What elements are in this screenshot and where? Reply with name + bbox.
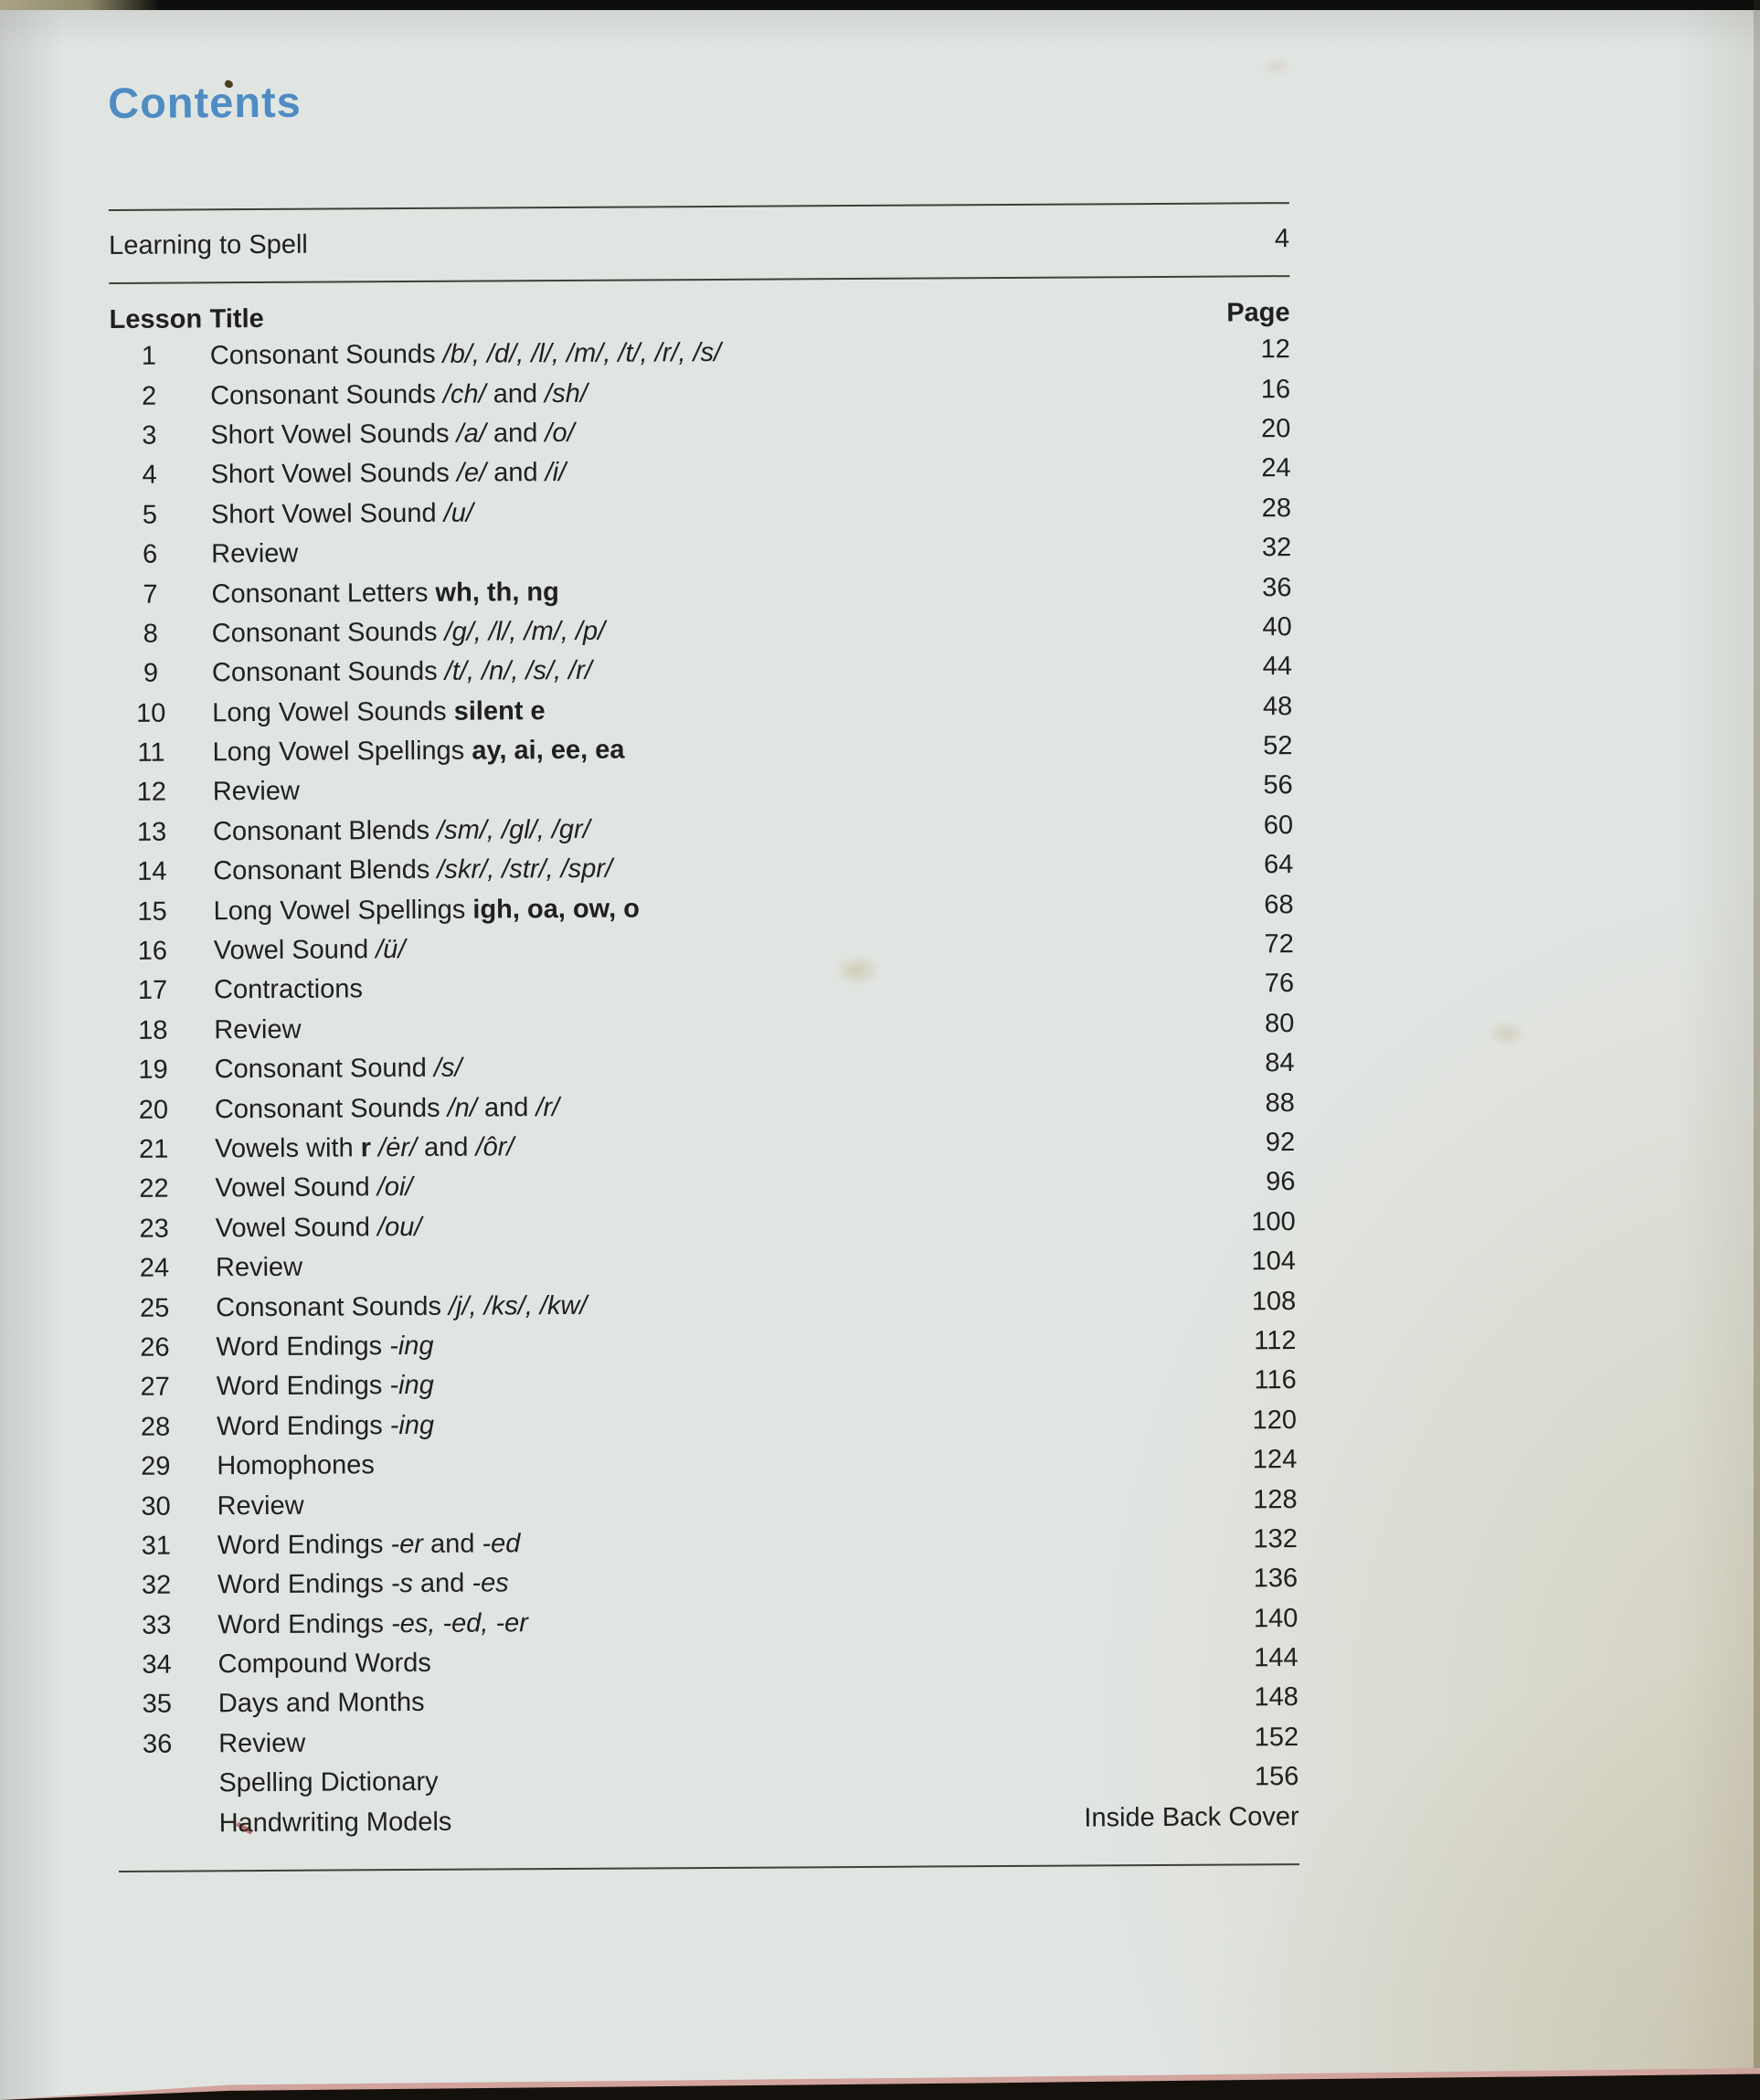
lesson-title: Long Vowel Spellings igh, oa, ow, o [213, 894, 641, 926]
scan-top-corner [0, 0, 160, 10]
lesson-number: 15 [137, 896, 167, 927]
lesson-number: 5 [142, 500, 158, 530]
page-number: 40 [1262, 612, 1292, 642]
page-number: 156 [1254, 1762, 1299, 1792]
contents-page [108, 69, 1299, 1872]
lesson-title: Consonant Sounds /j/, /ks/, /kw/ [216, 1290, 588, 1322]
page-number: 100 [1251, 1206, 1296, 1237]
lesson-number: 14 [137, 856, 167, 887]
page-number: 44 [1262, 652, 1293, 682]
lesson-title: Long Vowel Sounds silent e [212, 695, 546, 728]
page-number: 48 [1262, 691, 1293, 721]
lesson-title: Consonant Sounds /t/, /n/, /s/, /r/ [211, 656, 592, 688]
page-number: 124 [1252, 1445, 1298, 1475]
page-number: 56 [1263, 770, 1293, 801]
lesson-number: 35 [142, 1690, 173, 1720]
page-number: Inside Back Cover [1084, 1801, 1299, 1833]
intro-page-number: 4 [1274, 224, 1290, 254]
page-number: 108 [1251, 1286, 1297, 1316]
page-number: 32 [1261, 533, 1292, 563]
lesson-number: 24 [139, 1253, 170, 1283]
lesson-title: Review [215, 1252, 303, 1283]
lesson-number: 28 [140, 1412, 171, 1442]
page-number: 116 [1254, 1365, 1297, 1395]
lesson-number: 34 [142, 1649, 172, 1680]
page-number: 88 [1265, 1087, 1295, 1118]
column-header-lesson: Lesson [109, 304, 203, 334]
lesson-title: Handwriting Models [218, 1807, 452, 1838]
lesson-title: Homophones [217, 1450, 375, 1481]
lesson-title: Review [214, 1014, 302, 1045]
column-header-page: Page [1226, 298, 1290, 328]
page-number: 52 [1263, 731, 1293, 761]
lesson-number: 21 [138, 1134, 169, 1164]
lesson-title: Vowel Sound /ou/ [215, 1212, 422, 1244]
lesson-title: Contractions [214, 974, 364, 1005]
lesson-number: 31 [141, 1531, 172, 1561]
page-number: 144 [1254, 1643, 1299, 1673]
page-number: 24 [1261, 453, 1291, 483]
lesson-title: Consonant Sounds /ch/ and /sh/ [210, 378, 588, 410]
lesson-title: Long Vowel Spellings ay, ai, ee, ea [212, 735, 625, 768]
lesson-title: Consonant Blends /skr/, /str/, /spr/ [213, 854, 613, 886]
page-number: 64 [1263, 850, 1294, 880]
page-number: 72 [1264, 929, 1294, 960]
lesson-number: 23 [139, 1214, 169, 1244]
page-number: 84 [1265, 1048, 1295, 1078]
page-number: 36 [1262, 572, 1292, 602]
lesson-title: Consonant Letters wh, th, ng [211, 577, 559, 609]
lesson-number: 7 [143, 579, 158, 610]
page-number: 152 [1254, 1722, 1299, 1753]
lesson-title: Review [211, 538, 299, 569]
lesson-number [119, 1823, 219, 1824]
toc-rows [110, 330, 1299, 1844]
lesson-number: 8 [143, 619, 158, 649]
lesson-title: Consonant Blends /sm/, /gl/, /gr/ [212, 814, 590, 847]
lesson-number: 17 [137, 976, 168, 1006]
lesson-title: Short Vowel Sounds /a/ and /o/ [210, 418, 575, 451]
lesson-number: 1 [141, 341, 157, 371]
lesson-title: Word Endings -s and -es [217, 1568, 509, 1600]
page-number: 140 [1253, 1603, 1299, 1634]
lesson-number: 10 [136, 698, 166, 728]
table-header-row [110, 297, 1290, 335]
lesson-number: 26 [140, 1332, 170, 1363]
lesson-title: Consonant Sounds /n/ and /r/ [214, 1092, 560, 1124]
lesson-number: 22 [139, 1174, 169, 1204]
page-number: 120 [1252, 1405, 1298, 1436]
lesson-number: 2 [141, 381, 157, 411]
divider-header [109, 275, 1289, 284]
paper-stain [1488, 1020, 1526, 1047]
page-number: 128 [1253, 1484, 1298, 1514]
column-header-title: Title [209, 303, 264, 334]
lesson-title: Word Endings -er and -ed [217, 1529, 521, 1561]
lesson-number: 29 [141, 1451, 171, 1481]
lesson-title: Consonant Sound /s/ [214, 1053, 462, 1085]
toc-row [119, 1798, 1299, 1844]
lesson-number: 20 [138, 1095, 169, 1125]
page-number: 80 [1264, 1008, 1295, 1039]
page-number: 12 [1260, 334, 1290, 365]
scan-right-edge [1754, 0, 1760, 2100]
divider-top [109, 202, 1289, 211]
page-number: 148 [1254, 1682, 1299, 1713]
lesson-number [118, 1784, 218, 1785]
page-number: 76 [1264, 969, 1295, 999]
lesson-number: 6 [143, 539, 158, 569]
lesson-number: 4 [142, 461, 157, 491]
page-number: 132 [1253, 1523, 1298, 1554]
lesson-number: 12 [136, 778, 167, 808]
page-number: 104 [1251, 1246, 1297, 1277]
lesson-title: Word Endings -ing [216, 1331, 434, 1363]
lesson-number: 25 [139, 1293, 170, 1323]
page-number: 20 [1261, 414, 1291, 444]
page-number: 16 [1260, 374, 1291, 404]
page-number: 96 [1266, 1167, 1296, 1197]
lesson-title: Short Vowel Sounds /e/ and /i/ [210, 458, 567, 490]
intro-label: Learning to Spell [109, 229, 308, 260]
lesson-title: Word Endings -ing [216, 1371, 434, 1402]
lesson-title: Days and Months [217, 1688, 425, 1719]
lesson-title: Vowel Sound /oi/ [215, 1172, 413, 1204]
page-number: 92 [1265, 1128, 1296, 1158]
lesson-number: 36 [142, 1729, 173, 1759]
lesson-title: Spelling Dictionary [218, 1767, 439, 1798]
lesson-number: 18 [138, 1015, 168, 1045]
lesson-title: Consonant Sounds /b/, /d/, /l/, /m/, /t/, /r/, /s/ [209, 338, 722, 371]
lesson-number: 16 [137, 936, 168, 966]
lesson-title: Vowels with r /ėr/ and /ôr/ [215, 1132, 514, 1164]
lesson-number: 19 [138, 1055, 168, 1086]
lesson-title: Consonant Sounds /g/, /l/, /m/, /p/ [211, 616, 606, 649]
page-number: 68 [1264, 889, 1294, 919]
lesson-title: Word Endings -ing [216, 1410, 435, 1442]
lesson-number: 11 [137, 737, 165, 768]
lesson-number: 30 [141, 1491, 171, 1522]
page-number: 136 [1253, 1564, 1299, 1594]
lesson-number: 33 [142, 1610, 172, 1640]
lesson-title: Short Vowel Sound /u/ [210, 498, 474, 530]
lesson-title: Review [212, 777, 300, 807]
lesson-number: 9 [143, 658, 159, 689]
lesson-title: Word Endings -es, -ed, -er [217, 1607, 529, 1639]
divider-bottom [119, 1863, 1299, 1872]
lesson-number: 13 [136, 817, 167, 847]
page-number: 112 [1254, 1326, 1297, 1356]
lesson-number: 32 [141, 1570, 172, 1601]
lesson-number: 3 [142, 420, 157, 451]
page-title: Contents [108, 77, 302, 127]
lesson-title: Vowel Sound /ü/ [213, 935, 406, 966]
lesson-number: 27 [140, 1372, 170, 1403]
lesson-title: Review [218, 1728, 306, 1759]
lesson-title: Compound Words [217, 1648, 431, 1680]
lesson-title: Review [217, 1490, 304, 1521]
page-number: 60 [1263, 810, 1294, 841]
page-number: 28 [1261, 493, 1292, 524]
intro-row [109, 224, 1289, 261]
scan-top-edge [0, 0, 1760, 10]
